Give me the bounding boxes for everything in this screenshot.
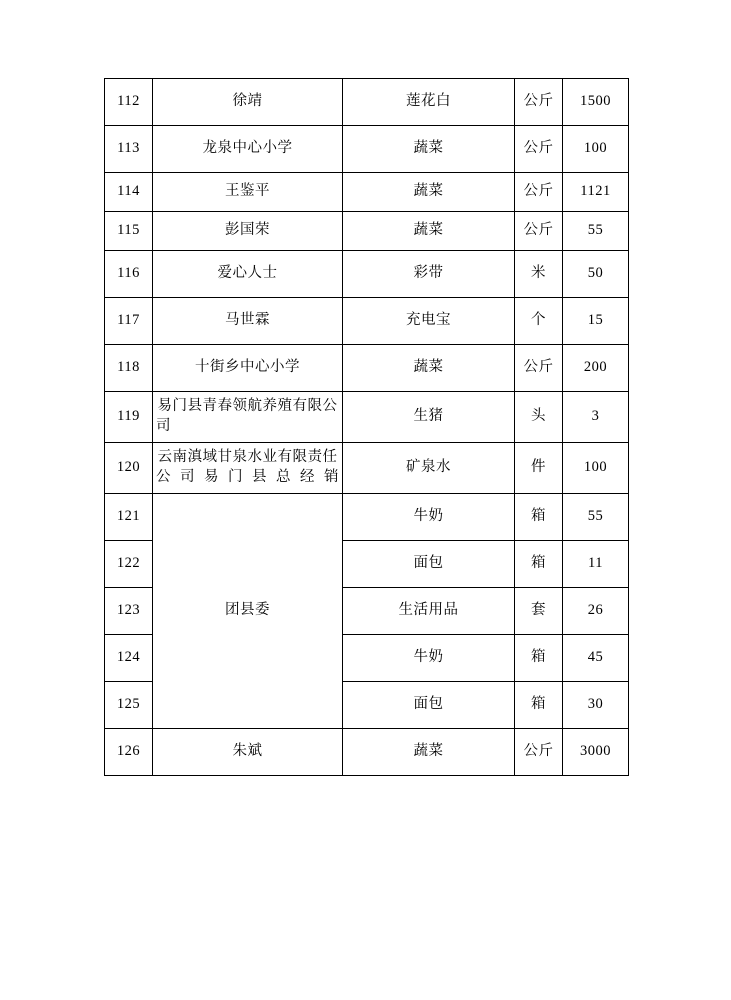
cell-qty: 45 <box>563 635 629 682</box>
cell-item: 矿泉水 <box>343 443 515 494</box>
table-row <box>105 729 629 776</box>
cell-donor: 王鉴平 <box>153 173 343 212</box>
table-row <box>105 443 629 494</box>
table-row <box>105 298 629 345</box>
cell-unit: 件 <box>515 443 563 494</box>
table-row <box>105 79 629 126</box>
table-row <box>105 345 629 392</box>
cell-item: 面包 <box>343 541 515 588</box>
cell-qty: 55 <box>563 212 629 251</box>
cell-qty: 30 <box>563 682 629 729</box>
cell-donor: 徐靖 <box>153 79 343 126</box>
cell-qty: 26 <box>563 588 629 635</box>
cell-unit: 公斤 <box>515 212 563 251</box>
cell-item: 蔬菜 <box>343 729 515 776</box>
cell-qty: 200 <box>563 345 629 392</box>
cell-item: 蔬菜 <box>343 173 515 212</box>
cell-donor: 彭国荣 <box>153 212 343 251</box>
cell-item: 蔬菜 <box>343 345 515 392</box>
cell-no: 116 <box>105 251 153 298</box>
cell-unit: 公斤 <box>515 126 563 173</box>
cell-item: 充电宝 <box>343 298 515 345</box>
table-row <box>105 212 629 251</box>
cell-no: 125 <box>105 682 153 729</box>
cell-no: 112 <box>105 79 153 126</box>
cell-item: 彩带 <box>343 251 515 298</box>
cell-qty: 15 <box>563 298 629 345</box>
cell-qty: 1500 <box>563 79 629 126</box>
table-row <box>105 392 629 443</box>
cell-item: 牛奶 <box>343 494 515 541</box>
cell-no: 115 <box>105 212 153 251</box>
cell-donor: 马世霖 <box>153 298 343 345</box>
cell-no: 122 <box>105 541 153 588</box>
donation-table <box>104 78 629 776</box>
cell-no: 120 <box>105 443 153 494</box>
cell-qty: 3 <box>563 392 629 443</box>
cell-unit: 公斤 <box>515 79 563 126</box>
cell-qty: 100 <box>563 126 629 173</box>
cell-no: 123 <box>105 588 153 635</box>
cell-item: 生活用品 <box>343 588 515 635</box>
cell-no: 119 <box>105 392 153 443</box>
cell-qty: 50 <box>563 251 629 298</box>
cell-unit: 箱 <box>515 541 563 588</box>
cell-unit: 箱 <box>515 682 563 729</box>
cell-donor-merged: 团县委 <box>153 494 343 729</box>
cell-unit: 米 <box>515 251 563 298</box>
cell-no: 117 <box>105 298 153 345</box>
cell-item: 牛奶 <box>343 635 515 682</box>
cell-donor: 十街乡中心小学 <box>153 345 343 392</box>
cell-item: 蔬菜 <box>343 212 515 251</box>
table-row <box>105 494 629 541</box>
cell-no: 121 <box>105 494 153 541</box>
table-row <box>105 173 629 212</box>
cell-qty: 3000 <box>563 729 629 776</box>
cell-unit: 头 <box>515 392 563 443</box>
cell-item: 蔬菜 <box>343 126 515 173</box>
cell-qty: 1121 <box>563 173 629 212</box>
cell-donor: 易门县青春领航养殖有限公司 <box>153 392 343 443</box>
cell-unit: 箱 <box>515 635 563 682</box>
cell-donor: 爱心人士 <box>153 251 343 298</box>
table-row <box>105 126 629 173</box>
cell-unit: 公斤 <box>515 729 563 776</box>
cell-item: 莲花白 <box>343 79 515 126</box>
table-row <box>105 251 629 298</box>
cell-donor: 云南滇域甘泉水业有限责任公司易门县总经销 <box>153 443 343 494</box>
cell-qty: 11 <box>563 541 629 588</box>
cell-unit: 公斤 <box>515 173 563 212</box>
cell-unit: 个 <box>515 298 563 345</box>
cell-no: 124 <box>105 635 153 682</box>
cell-item: 生猪 <box>343 392 515 443</box>
cell-no: 114 <box>105 173 153 212</box>
cell-no: 118 <box>105 345 153 392</box>
cell-qty: 55 <box>563 494 629 541</box>
cell-qty: 100 <box>563 443 629 494</box>
cell-unit: 套 <box>515 588 563 635</box>
cell-unit: 箱 <box>515 494 563 541</box>
cell-no: 113 <box>105 126 153 173</box>
cell-no: 126 <box>105 729 153 776</box>
cell-donor: 龙泉中心小学 <box>153 126 343 173</box>
cell-unit: 公斤 <box>515 345 563 392</box>
cell-donor: 朱斌 <box>153 729 343 776</box>
cell-item: 面包 <box>343 682 515 729</box>
donation-table-container <box>104 78 628 776</box>
